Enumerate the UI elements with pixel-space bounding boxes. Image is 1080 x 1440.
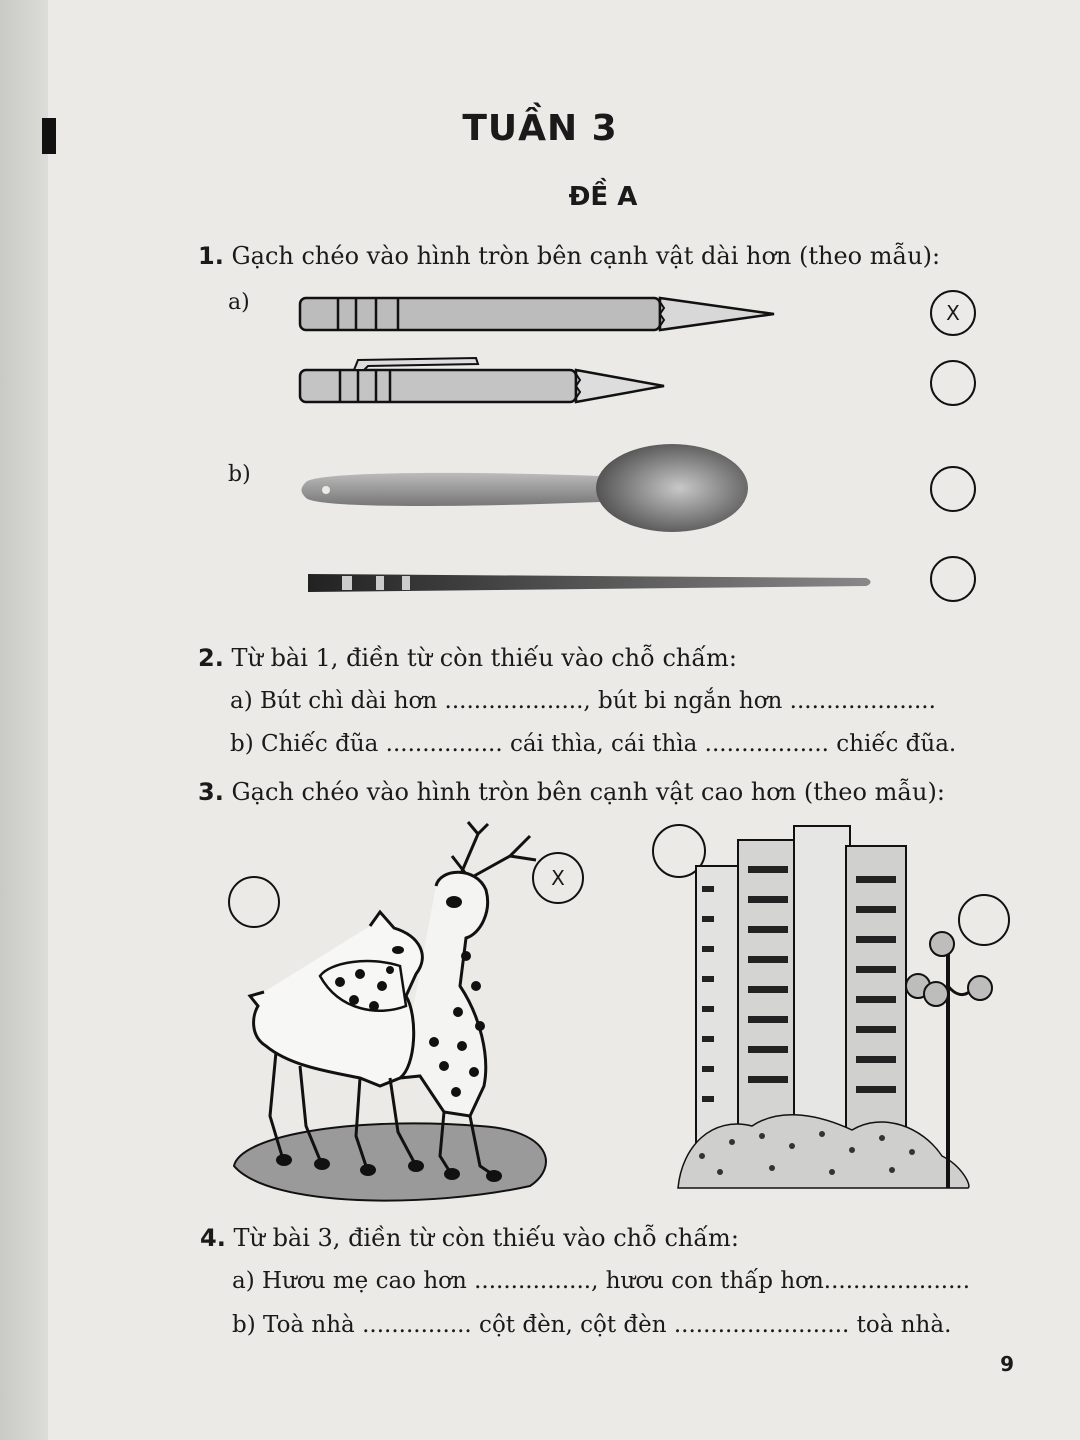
question-4 [200, 1224, 739, 1252]
question-2 [198, 644, 737, 672]
question-4-number: 4. [200, 1224, 226, 1252]
page-number: 9 [1000, 1352, 1014, 1376]
question-4-line-a: a) Hươu mẹ cao hơn ................, hươu con thấp hơn.................... [232, 1268, 971, 1294]
spoon-illustration [300, 442, 750, 538]
question-2-text: Từ bài 1, điền từ còn thiếu vào chỗ chấm: [231, 644, 737, 672]
building-and-lamp-illustration [672, 816, 992, 1196]
question-3-number: 3. [198, 778, 224, 806]
book-spine [0, 0, 48, 1440]
question-2-line-a: a) Bút chì dài hơn ..................., bút bi ngắn hơn .................... [230, 688, 936, 714]
question-1 [198, 242, 940, 270]
cross-mark: X [946, 301, 960, 325]
question-3 [198, 778, 945, 806]
answer-circle-spoon[interactable] [930, 466, 976, 512]
answer-circle-chopstick[interactable] [930, 556, 976, 602]
question-3-text: Gạch chéo vào hình tròn bên cạnh vật cao hơn (theo mẫu): [231, 778, 945, 806]
answer-circle-pen[interactable] [930, 360, 976, 406]
cross-mark: X [551, 866, 565, 890]
answer-circle-pencil[interactable] [930, 290, 976, 336]
question-1-part-b-label: b) [228, 462, 251, 487]
question-1-text: Gạch chéo vào hình tròn bên cạnh vật dài hơn (theo mẫu): [231, 242, 941, 270]
question-1-number: 1. [198, 242, 224, 270]
question-2-number: 2. [198, 644, 224, 672]
question-4-text: Từ bài 3, điền từ còn thiếu vào chỗ chấm: [233, 1224, 739, 1252]
question-1-part-a-label: a) [228, 290, 250, 315]
deer-illustration [230, 816, 570, 1206]
pen-illustration [298, 356, 678, 406]
page-subtitle: ĐỀ A [568, 182, 638, 212]
page-title: TUẦN 3 [462, 108, 618, 149]
question-2-line-b: b) Chiếc đũa ................ cái thìa, cái thìa ................. chiếc đũa. [230, 731, 957, 757]
pencil-illustration [298, 294, 778, 334]
chopstick-illustration [306, 570, 876, 596]
question-4-line-b: b) Toà nhà ............... cột đèn, cột đèn ........................ toà nhà. [232, 1312, 952, 1338]
